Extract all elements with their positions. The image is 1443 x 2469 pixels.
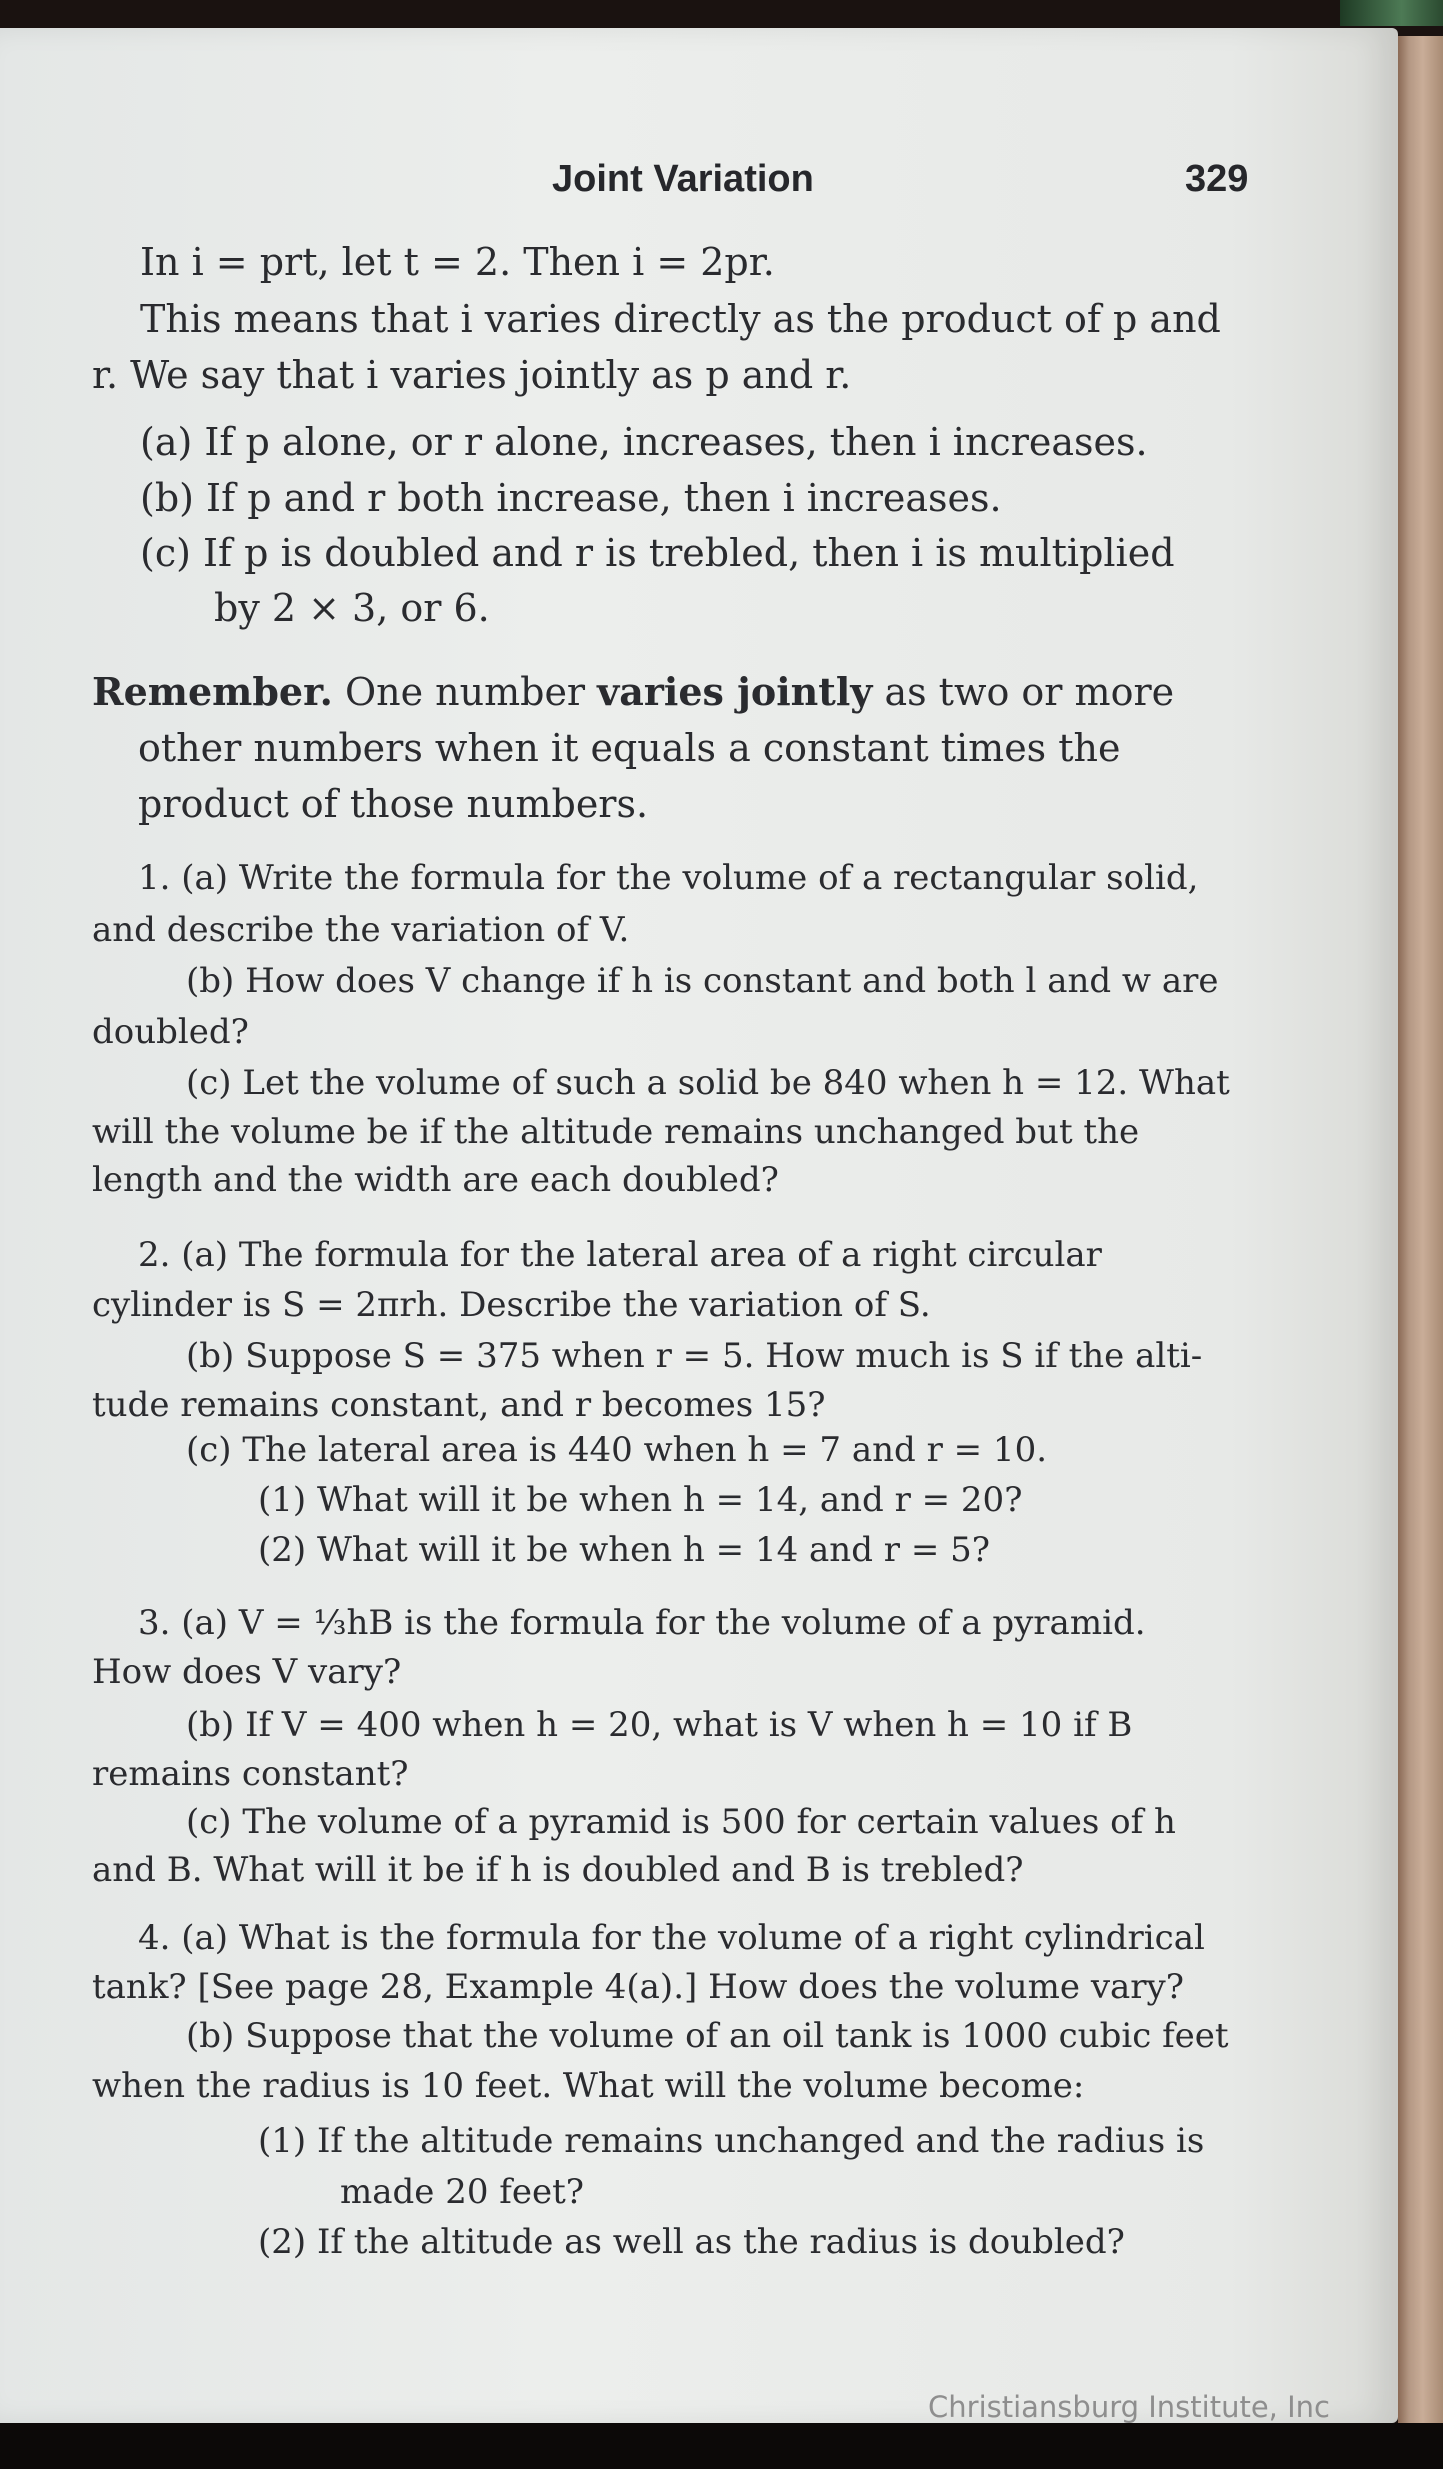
intro-line-2: This means that i varies directly as the product of p and <box>140 297 1221 341</box>
exercise-2-line-7: (2) What will it be when h = 14 and r = 5? <box>258 1530 990 1570</box>
bottom-shadow <box>0 2423 1443 2469</box>
exercise-3-line-2: How does V vary? <box>92 1652 402 1692</box>
exercise-4-line-3: (b) Suppose that the volume of an oil tank is 1000 cubic feet <box>186 2016 1229 2056</box>
exercise-2-line-3: (b) Suppose S = 375 when r = 5. How much is S if the alti- <box>186 1336 1203 1376</box>
exercise-1-line-5: (c) Let the volume of such a solid be 840 when h = 12. What <box>186 1063 1230 1103</box>
exercise-4-line-2: tank? [See page 28, Example 4(a).] How does the volume vary? <box>92 1967 1184 2007</box>
exercise-2-line-2: cylinder is S = 2πrh. Describe the variation of S. <box>92 1285 931 1325</box>
point-c-cont: by 2 × 3, or 6. <box>214 586 490 630</box>
exercise-4-line-1: 4. (a) What is the formula for the volume of a right cylindrical <box>138 1918 1205 1958</box>
exercise-4-line-6: made 20 feet? <box>340 2172 584 2212</box>
point-a: (a) If p alone, or r alone, increases, then i increases. <box>140 420 1148 464</box>
exercise-4-line-4: when the radius is 10 feet. What will the volume become: <box>92 2066 1085 2106</box>
exercise-1-line-2: and describe the variation of V. <box>92 910 630 950</box>
intro-line-1: In i = prt, let t = 2. Then i = 2pr. <box>140 240 775 284</box>
exercise-1-line-4: doubled? <box>92 1012 249 1052</box>
exercise-1-line-7: length and the width are each doubled? <box>92 1160 779 1200</box>
remember-line-3: product of those numbers. <box>138 782 649 826</box>
exercise-3-line-1: 3. (a) V = ⅓hB is the formula for the volume of a pyramid. <box>138 1603 1146 1643</box>
exercise-2-line-4: tude remains constant, and r becomes 15? <box>92 1385 826 1425</box>
intro-line-3: r. We say that i varies jointly as p and r. <box>92 353 852 397</box>
remember-line-2: other numbers when it equals a constant times the <box>138 726 1121 770</box>
watermark: Christiansburg Institute, Inc <box>928 2390 1330 2424</box>
exercise-3-line-5: (c) The volume of a pyramid is 500 for certain values of h <box>186 1802 1176 1842</box>
exercise-1-line-1: 1. (a) Write the formula for the volume of a rectangular solid, <box>138 858 1199 898</box>
exercise-4-line-7: (2) If the altitude as well as the radius is doubled? <box>258 2222 1125 2262</box>
exercise-2-line-5: (c) The lateral area is 440 when h = 7 and r = 10. <box>186 1430 1048 1470</box>
exercise-1-line-6: will the volume be if the altitude remains unchanged but the <box>92 1112 1140 1152</box>
exercise-4-line-5: (1) If the altitude remains unchanged and the radius is <box>258 2121 1205 2161</box>
point-c: (c) If p is doubled and r is trebled, then i is multiplied <box>140 531 1175 575</box>
page-edges <box>1398 36 1443 2426</box>
running-head: Joint Variation <box>552 158 814 200</box>
remember-line-1: Remember. One number varies jointly as two or more <box>92 669 1175 714</box>
exercise-2-line-1: 2. (a) The formula for the lateral area of a right circular <box>138 1235 1102 1275</box>
point-b: (b) If p and r both increase, then i increases. <box>140 476 1002 520</box>
exercise-3-line-6: and B. What will it be if h is doubled and B is trebled? <box>92 1850 1024 1890</box>
exercise-1-line-3: (b) How does V change if h is constant and both l and w are <box>186 961 1219 1001</box>
exercise-2-line-6: (1) What will it be when h = 14, and r = 20? <box>258 1480 1023 1520</box>
page-number: 329 <box>1185 158 1249 200</box>
exercise-3-line-4: remains constant? <box>92 1754 409 1794</box>
exercise-3-line-3: (b) If V = 400 when h = 20, what is V when h = 10 if B <box>186 1705 1133 1745</box>
